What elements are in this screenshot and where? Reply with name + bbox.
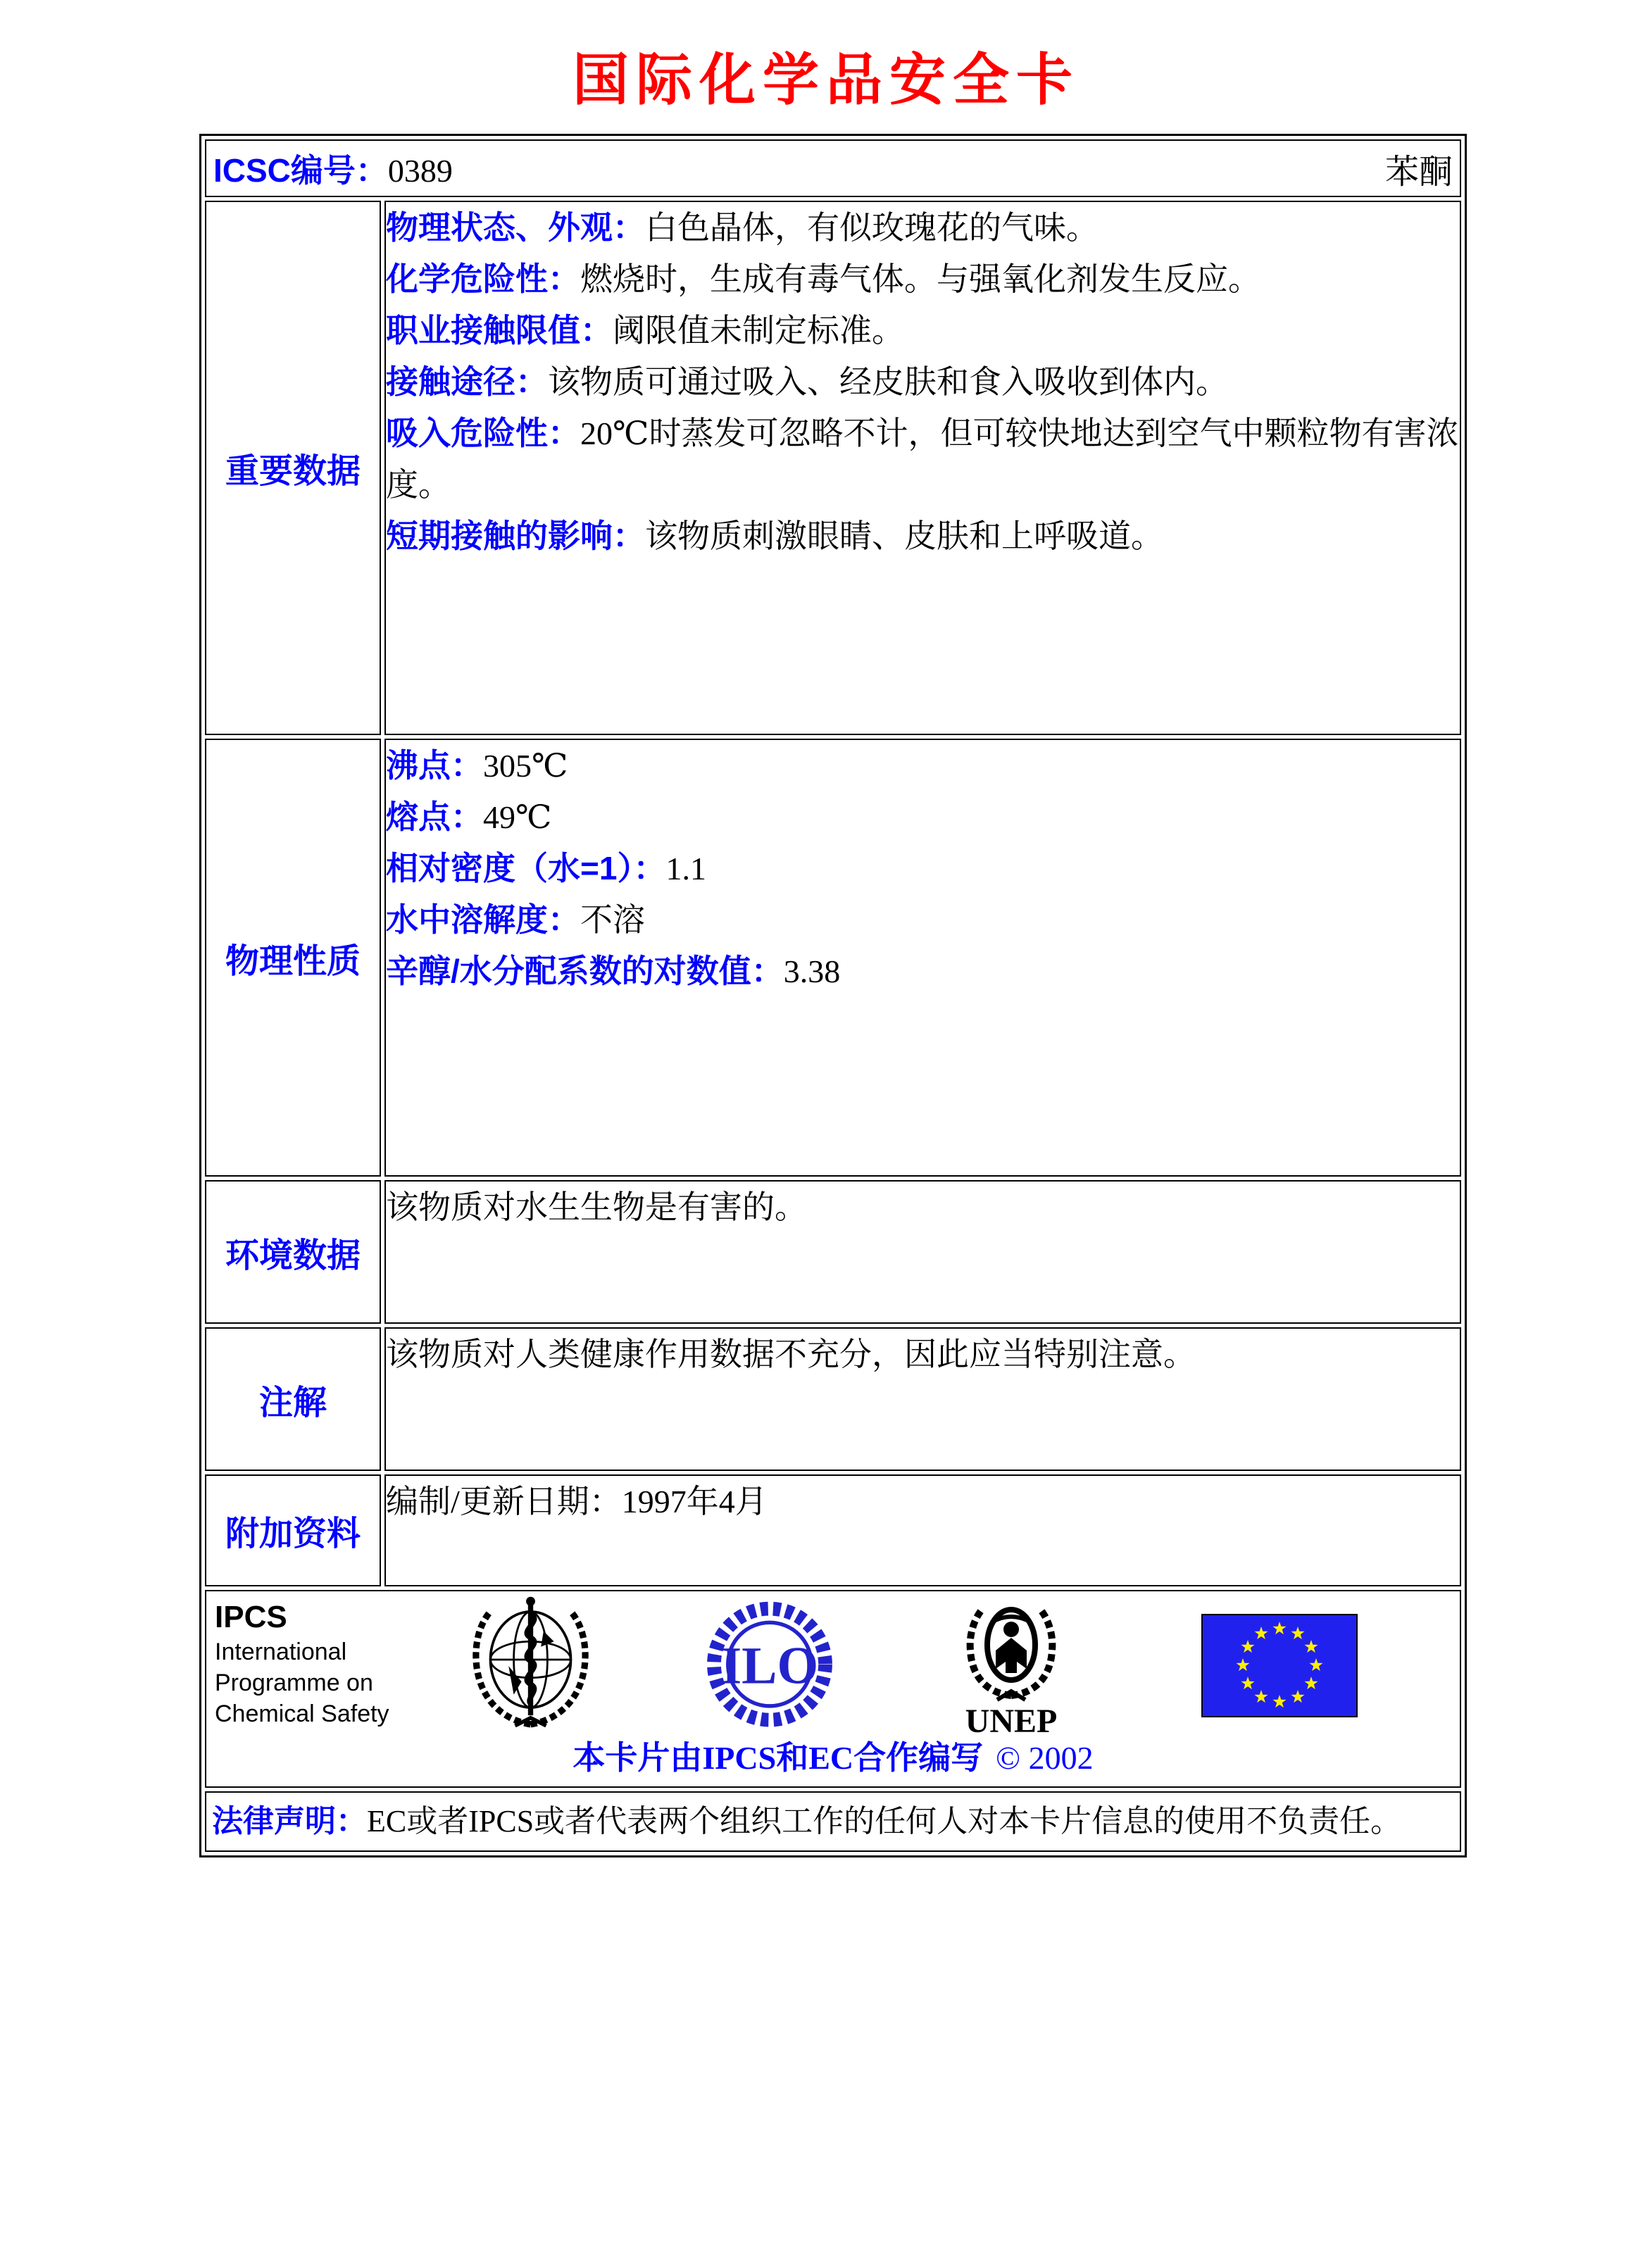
field-chemical-hazard <box>386 253 1460 305</box>
notes-row <box>205 1327 1461 1471</box>
field-value: 该物质可通过吸入、经皮肤和食入吸收到体内。 <box>548 364 1228 400</box>
field-value: 不溶 <box>580 902 645 938</box>
who-logo-icon <box>465 1595 596 1732</box>
field-value: 20℃时蒸发可忽略不计，但可较快地达到空气中颗粒物有害浓度。 <box>386 415 1459 503</box>
field-value: 阈限值未制定标准。 <box>613 313 904 349</box>
chemical-name: 苯酮 <box>1384 153 1453 191</box>
field-value: 3.38 <box>783 953 841 989</box>
header-cell <box>205 139 1461 197</box>
field-value: 49℃ <box>483 799 552 835</box>
ipcs-text-block <box>215 1598 389 1729</box>
page-title: 国际化学品安全卡 <box>572 50 1080 112</box>
logos-row <box>205 1590 1461 1788</box>
caption-text: 本卡片由IPCS和EC合作编写 <box>572 1740 984 1776</box>
important-data-row <box>205 201 1461 735</box>
ipcs-line2: Programme on <box>215 1669 373 1696</box>
field-label: 吸入危险性： <box>386 415 580 451</box>
field-water-solubility <box>386 894 1460 946</box>
field-occupational-limit <box>386 305 1460 356</box>
eu-flag-icon <box>1201 1614 1358 1717</box>
notes-section-label: 注解 <box>205 1327 381 1471</box>
field-octanol-water <box>386 946 1460 997</box>
field-value: 该物质刺激眼睛、皮肤和上呼吸道。 <box>645 518 1163 554</box>
field-melting-point <box>386 791 1460 843</box>
additional-info-row <box>205 1474 1461 1586</box>
field-label: 熔点： <box>386 798 483 835</box>
important-data-section-label: 重要数据 <box>205 201 381 735</box>
legal-cell <box>205 1791 1461 1852</box>
important-data-content <box>384 201 1461 735</box>
field-label: 水中溶解度： <box>386 901 580 938</box>
physical-properties-section-label: 物理性质 <box>205 739 381 1177</box>
field-short-term-effects <box>386 510 1460 562</box>
field-physical-state <box>386 202 1460 253</box>
field-label: 短期接触的影响： <box>386 518 645 554</box>
physical-properties-row <box>205 739 1461 1177</box>
field-value: 1997年4月 <box>621 1484 768 1520</box>
field-value: 该物质对人类健康作用数据不充分，因此应当特别注意。 <box>386 1336 1196 1372</box>
field-label: 辛醇/水分配系数的对数值： <box>386 953 784 989</box>
legal-row <box>205 1791 1461 1852</box>
field-label: 化学危险性： <box>386 261 580 297</box>
additional-info-content <box>384 1474 1461 1586</box>
unep-logo-icon <box>941 1591 1082 1739</box>
ipcs-line1: International <box>215 1639 347 1665</box>
unep-letters: UNEP <box>965 1703 1058 1739</box>
field-label: 沸点： <box>386 747 483 784</box>
field-inhalation-risk <box>386 408 1460 510</box>
icsc-number-label: ICSC编号： <box>213 152 388 189</box>
environment-text <box>386 1182 1460 1233</box>
copyright-text: © 2002 <box>996 1740 1094 1776</box>
field-boiling-point <box>386 740 1460 791</box>
field-value: 燃烧时，生成有毒气体。与强氧化剂发生反应。 <box>580 261 1260 297</box>
legal-text: EC或者IPCS或者代表两个组织工作的任何人对本卡片信息的使用不负责任。 <box>367 1804 1402 1838</box>
field-exposure-routes <box>386 356 1460 408</box>
ilo-letters: ILO <box>720 1636 819 1696</box>
cooperation-caption <box>206 1732 1460 1779</box>
field-value: 白色晶体，有似玫瑰花的气味。 <box>645 210 1099 246</box>
icsc-number-group <box>213 145 453 192</box>
additional-info-section-label: 附加资料 <box>205 1474 381 1586</box>
legal-label: 法律声明： <box>212 1804 367 1838</box>
field-label: 接触途径： <box>386 363 548 400</box>
environment-content <box>384 1180 1461 1324</box>
icsc-card-table <box>199 134 1467 1857</box>
field-relative-density <box>386 843 1460 894</box>
notes-content <box>384 1327 1461 1471</box>
ilo-logo-icon <box>706 1600 833 1730</box>
ipcs-acronym: IPCS <box>215 1600 287 1634</box>
field-value: 305℃ <box>483 748 568 784</box>
field-update-date <box>386 1476 1460 1527</box>
environment-section-label: 环境数据 <box>205 1180 381 1324</box>
field-value: 该物质对水生生物是有害的。 <box>386 1189 807 1225</box>
header-row <box>205 139 1461 197</box>
logos-cell <box>205 1590 1461 1788</box>
icsc-number-value: 0389 <box>387 153 453 189</box>
notes-text <box>386 1329 1460 1380</box>
field-label: 职业接触限值： <box>386 312 613 349</box>
field-label: 相对密度（水=1）： <box>386 850 666 886</box>
ipcs-line3: Chemical Safety <box>215 1700 389 1727</box>
field-label: 编制/更新日期： <box>386 1484 622 1520</box>
physical-properties-content <box>384 739 1461 1177</box>
field-value: 1.1 <box>665 851 706 886</box>
environment-row <box>205 1180 1461 1324</box>
field-label: 物理状态、外观： <box>386 209 645 246</box>
